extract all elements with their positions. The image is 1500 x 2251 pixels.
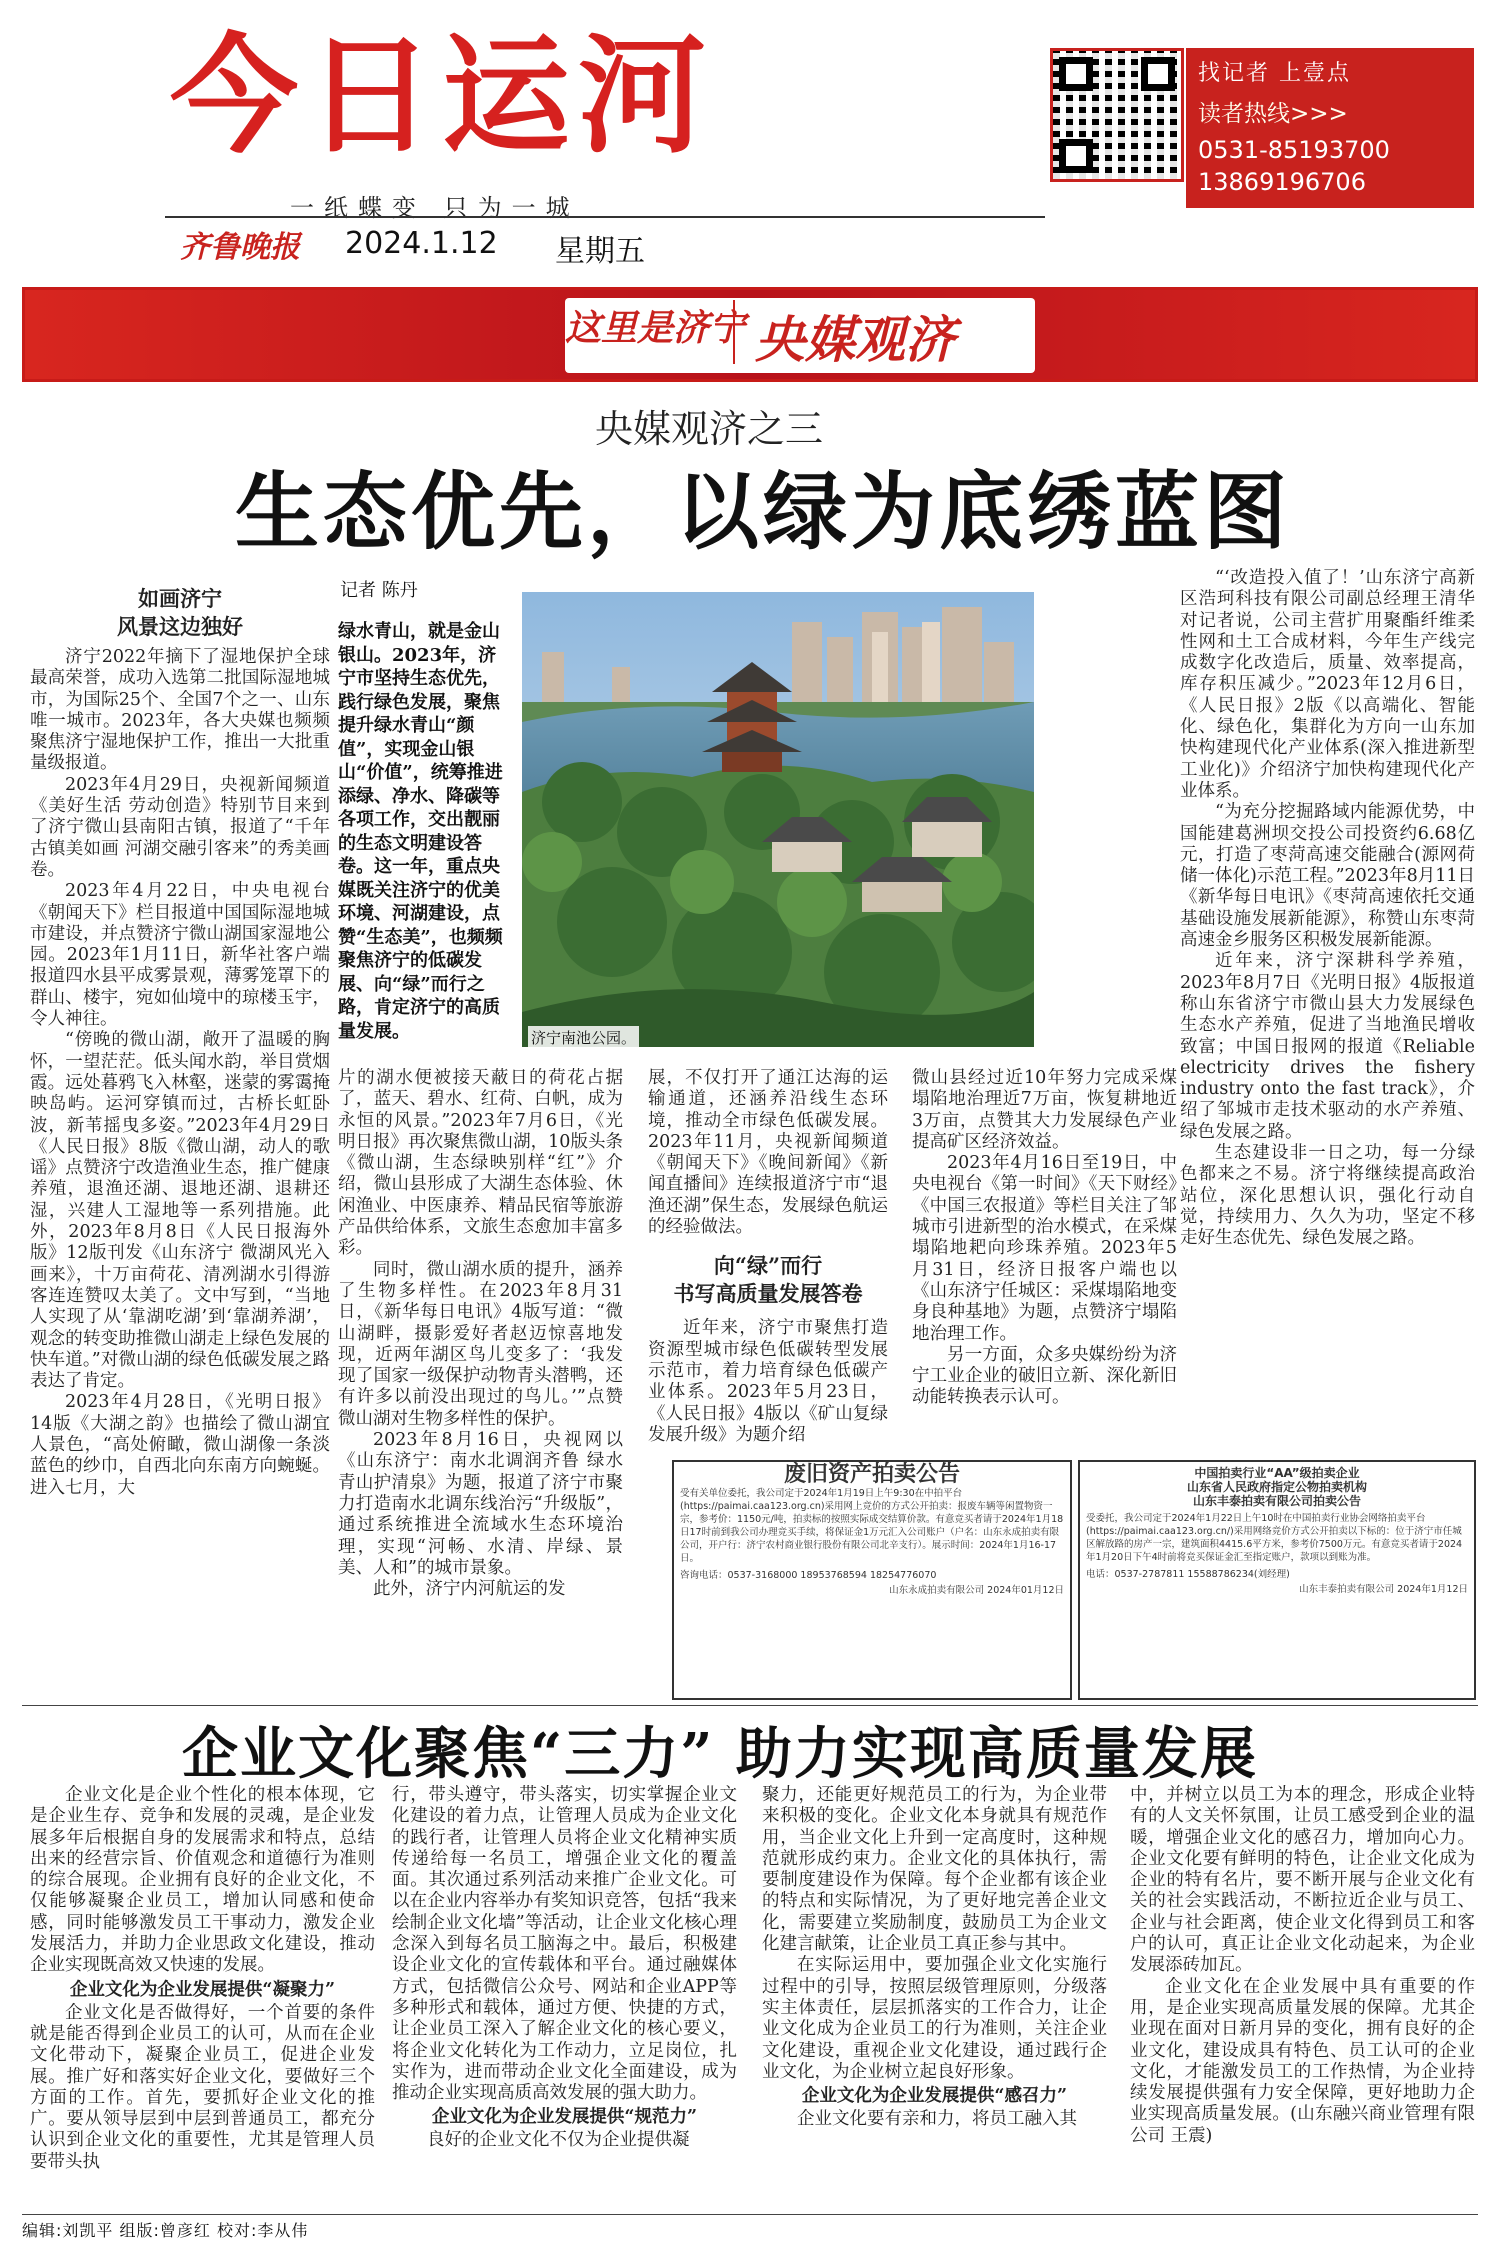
- paragraph: 2023年8月16日，央视网以《山东济宁：南水北调润齐鲁 绿水青山护清泉》为题，报道了济宁市聚力打造南水北调东线治污“升级版”，通过系统推进全流域水生态环境治理，实现“河畅、水清、岸绿、景美、人和”的城市景象。: [338, 1430, 623, 1578]
- banner-left-title: 这里是济宁: [565, 307, 746, 349]
- paragraph: 近年来，济宁深耕科学养殖，2023年8月7日《光明日报》4版报道称山东省济宁市微山县大力发展绿色生态水产养殖，促进了当地渔民增收致富；中国日报网的报道《Reliable electricity drives the fishery industry onto the fast track》，介绍了邹城市走技术驱动的水产养殖、绿色发展之路。: [1180, 951, 1475, 1142]
- hotline-label: 读者热线>>>: [1198, 101, 1348, 127]
- article2-column-2: [392, 1785, 737, 2213]
- page-credits: 编辑:刘凯平 组版:曾彦红 校对:李从伟: [22, 2221, 309, 2240]
- paragraph: 2023年4月29日，央视新闻频道《美好生活 劳动创造》特别节目来到了济宁微山县南阳古镇，报道了“千年古镇美如画 河湖交融引客来”的秀美画卷。: [30, 774, 330, 880]
- auction-notice-2: [1078, 1460, 1476, 1700]
- article2-column-1: [30, 1785, 375, 2213]
- paragraph: 展，不仅打开了通江达海的运输通道，还涵养沿线生态环境，推动全市绿色低碳发展。2023年11月，央视新闻频道《朝闻天下》《晚间新闻》《新闻直播间》连续报道济宁市“退渔还湖”保生态，发展绿色航运的经验做法。: [648, 1068, 888, 1238]
- section-rule: [22, 1705, 1478, 1706]
- paragraph: 2023年4月22日，中央电视台《朝闻天下》栏目报道中国国际湿地城市建设，并点赞济宁微山湖国家湿地公园。2023年1月11日，新华社客户端报道四水县平成雾景观，薄雾笼罩下的群山、楼宇，宛如仙境中的琼楼玉宇，令人神往。: [30, 881, 330, 1030]
- paragraph: 另一方面，众多央媒纷纷为济宁工业企业的破旧立新、深化新旧动能转换表示认可。: [912, 1344, 1177, 1408]
- column-3-subhead: [648, 1252, 888, 1308]
- footer-rule: [22, 2214, 1478, 2215]
- paragraph: 企业文化是否做得好，一个首要的条件就是能否得到企业员工的认可，从而在企业文化带动下，凝聚企业员工，促进企业发展。推广好和落实好企业文化，要做好三个方面的工作。首先，要抓好企业文化的推广。要从领导层到中层到普通员工，都充分认识到企业文化的重要性，尤其是管理人员要带头执: [30, 2002, 375, 2172]
- paragraph: 此外，济宁内河航运的发: [373, 1579, 566, 1600]
- article-lead: 绿水青山，就是金山银山。2023年，济宁市坚持生态优先，践行绿色发展，聚焦提升绿水青山“颜值”，实现金山银山“价值”，统筹推进添绿、净水、降碳等各项工作，交出靓丽的生态文明建设答卷。这一年，重点央媒既关注济宁的优美环境、河湖建设，点赞“生态美”，也频频聚焦济宁的低碳发展、向“绿”而行之路，肯定济宁的高质量发展。: [338, 621, 503, 1042]
- ad-title: 废旧资产拍卖公告: [783, 1461, 960, 1487]
- paragraph: 中，并树立以员工为本的理念，形成企业特有的人文关怀氛围，让员工感受到企业的温暖，增强企业文化的感召力，增加向心力。企业文化要有鲜明的特色，让企业文化成为企业的特有名片，要不断开展与企业文化有关的社会实践活动，不断拉近企业与员工、企业与社会距离，使企业文化得到员工和客户的认可，真正让企业文化动起来，为企业发展添砖加瓦。: [1130, 1785, 1475, 1976]
- article2-headline: 企业文化聚焦“三力” 助力实现高质量发展: [182, 1721, 1258, 1787]
- subhead-line: 书写高质量发展答卷: [673, 1281, 863, 1307]
- paragraph: “‘改造投入值了！’山东济宁高新区浩珂科技有限公司副总经理王清华对记者说，公司主营扩用聚酯纤维柔性网和土工合成材料，今年生产线完成数字化改造后，质量、效率提高，库存积压减少。”2023年12月6日，《人民日报》2版《以高端化、智能化、绿色化，集群化为方向一山东加快构建现代化产业体系(深入推进新型工业化)》介绍济宁加快构建现代化产业体系。: [1180, 568, 1475, 801]
- paragraph: “傍晚的微山湖，敞开了温暖的胸怀，一望茫茫。低头闻水韵，举目赏烟霞。远处暮鸦飞入林壑，迷蒙的雾霭掩映岛屿。运河穿镇而过，古桥长虹卧波，新苇摇曳多姿。”2023年4月29日《人民日报》8版《微山湖，动人的歌谣》点赞济宁改造渔业生态，推广健康养殖，退渔还湖、退地还湖、退耕还湿，兴建人工湿地等一系列措施。此外，2023年8月8日《人民日报海外版》12版刊发《山东济宁 微湖风光入画来》，十万亩荷花、清冽湖水引得游客连连赞叹太美了。文中写到，“当地人实现了从‘靠湖吃湖’到‘靠湖养湖’，观念的转变助推微山湖走上绿色发展的快车道。”对微山湖的绿色低碳发展之路表达了肯定。: [30, 1030, 330, 1392]
- masthead-slogan: 一纸蝶变 只为一城: [290, 194, 580, 222]
- paragraph: 行，带头遵守，带头落实，切实掌握企业文化建设的着力点，让管理人员成为企业文化的践行者，让管理人员将企业文化精神实质传递给每一名员工，增强企业文化的覆盖面。其次通过系列活动来推广企业文化。可以在企业内容举办有奖知识竞答，包括“我来绘制企业文化墙”等活动，让企业文化核心理念深入到每名员工脑海之中。最后，积极建设企业文化的宣传载体和平台。通过融媒体方式，包括微信公众号、网站和企业APP等多种形式和载体，通过方便、快捷的方式，让企业员工深入了解企业文化的核心要义，将企业文化转化为工作动力，立足岗位，扎实作为，进而带动企业文化全面建设，成为推动企业实现高质高效发展的强大助力。: [392, 1785, 737, 2104]
- article2-subhead-2: 企业文化为企业发展提供“规范力”: [431, 2107, 698, 2128]
- ad-rating: 中国拍卖行业“AA”级拍卖企业: [1194, 1466, 1360, 1480]
- paragraph: 近年来，济宁市聚焦打造资源型城市绿色低碳转型发展示范市，着力培育绿色低碳产业体系。2023年5月23日，《人民日报》4版以《矿山复绿 发展升级》为题介绍: [648, 1318, 888, 1445]
- banner-divider: [733, 300, 735, 364]
- auction-notice-1: [672, 1460, 1072, 1700]
- qr-code[interactable]: [1050, 48, 1184, 182]
- photo-caption: 济宁南池公园。: [528, 1026, 639, 1049]
- ad-subtitle: 山东省人民政府指定公物拍卖机构: [1186, 1480, 1367, 1494]
- subhead-line: 风景这边独好: [117, 614, 243, 639]
- paper-logo: 齐鲁晚报: [180, 230, 300, 265]
- reporter-byline: 记者 陈丹: [340, 580, 418, 601]
- paragraph: 微山县经过近10年努力完成采煤塌陷地治理近7万亩，恢复耕地近3万亩，点赞其大力发展绿色产业提高矿区经济效益。: [912, 1068, 1177, 1152]
- paragraph: 聚力，还能更好规范员工的行为，为企业带来积极的变化。企业文化本身就具有规范作用，当企业文化上升到一定高度时，这种规范就形成约束力。企业文化的具体执行，需要制度建设作为保障。每个企业都有该企业的特点和实际情况，为了更好地完善企业文化，需要建立奖励制度，鼓励员工为企业文化建言献策，让企业员工真正参与其中。: [762, 1785, 1107, 1955]
- article-column-4: [912, 1068, 1177, 1453]
- masthead-rule: [165, 216, 1045, 218]
- paragraph: 企业文化要有亲和力，将员工融入其: [797, 2109, 1077, 2130]
- paragraph: 良好的企业文化不仅为企业提供凝: [427, 2130, 690, 2151]
- banner-right-title: 央媒观济: [755, 310, 955, 369]
- article-column-1: [30, 585, 330, 1499]
- ad-body: 受委托，我公司定于2024年1月22日上午10时在中国拍卖行业协会网络拍卖平台(https://paimai.caa123.org.cn/)采用网络竞价方式公开拍卖以下标的：位于济宁市任城区解放路的房产一宗，建筑面积4415.6平方米，参考价7500万元。有意竞买者请于2024年1月20日下午4时前将竞买保证金汇至指定账户，款项以到账为准。: [1086, 1513, 1463, 1563]
- paragraph: 企业文化在企业发展中具有重要的作用，是企业实现高质量发展的保障。尤其企业现在面对日新月异的变化，拥有良好的企业文化，建设成具有特色、员工认可的企业文化，才能激发员工的工作热情，为企业持续发展提供强有力安全保障，更好地助力企业实现高质量发展。(山东融兴商业管理有限公司 王震): [1130, 1976, 1475, 2146]
- ad-signature: 山东永成拍卖有限公司 2024年01月12日: [889, 1585, 1064, 1596]
- south-lake-park-photo: [522, 592, 1034, 1047]
- ad-contact: 咨询电话：0537-3168000 18953768594 18254776070: [680, 1570, 937, 1581]
- article2-column-4: [1130, 1785, 1475, 2213]
- ad-company: 山东丰泰拍卖有限公司拍卖公告: [1192, 1494, 1361, 1508]
- hotline-phone-2[interactable]: 13869196706: [1198, 168, 1366, 196]
- article2-column-3: [762, 1785, 1107, 2213]
- paragraph: 生态建设非一日之功，每一分绿色都来之不易。济宁将继续提高政治站位，深化思想认识，强化行动自觉，持续用力、久久为功，坚定不移走好生态优先、绿色发展之路。: [1180, 1143, 1475, 1249]
- paragraph: 同时，微山湖水质的提升，涵养了生物多样性。在2023年8月31日，《新华每日电讯》4版写道：“微山湖畔，摄影爱好者赵迈惊喜地发现，近两年湖区鸟儿变多了：‘我发现了国家一级保护动物青头潜鸭，还有许多以前没出现过的鸟儿。’”点赞微山湖对生物多样性的保护。: [338, 1259, 623, 1429]
- hotline-phone-1[interactable]: 0531-85193700: [1198, 136, 1390, 164]
- ad-signature: 山东丰泰拍卖有限公司 2024年1月12日: [1299, 1584, 1468, 1595]
- paragraph: “为充分挖掘路域内能源优势，中国能建葛洲坝交投公司投资约6.68亿元，打造了枣菏高速交能融合(源网荷储一体化)示范工程。”2023年8月11日《新华每日电讯》《枣菏高速依托交通基础设施发展新能源》，称赞山东枣菏高速金乡服务区积极发展新能源。: [1180, 802, 1475, 951]
- column-1-subhead: [30, 585, 330, 641]
- issue-weekday: 星期五: [555, 234, 645, 269]
- hotline-slogan: 找记者 上壹点: [1198, 61, 1351, 86]
- ad-body: 受有关单位委托，我公司定于2024年1月19日上午9:30在中拍平台(https://paimai.caa123.org.cn)采用网上竞价的方式公开拍卖：报废车辆等闲置物资一宗，参考价：1150元/吨，拍卖标的按照实际成交结算价款。有意竞买者请于2024年1月18日17时前到我公司办理竞买手续，将保证金1万元汇入公司账户（户名：山东永成拍卖有限公司，开户行：济宁农村商业银行股份有限公司北辛支行）。展示时间：2024年1月16-17日。: [680, 1488, 1064, 1564]
- article2-subhead-1: 企业文化为企业发展提供“凝聚力”: [69, 1979, 336, 2000]
- article-column-3: [648, 1068, 888, 1453]
- article-column-2: [338, 1068, 623, 1718]
- paragraph: 2023年4月28日，《光明日报》14版《大湖之韵》也描绘了微山湖宜人景色，“高处俯瞰，微山湖像一条淡蓝色的纱巾，自西北向东南方向蜿蜒。进入七月，大: [30, 1392, 330, 1498]
- article-kicker: 央媒观济之三: [595, 407, 824, 451]
- reader-hotline-box: [1186, 48, 1474, 208]
- issue-date: 2024.1.12: [345, 226, 498, 261]
- masthead-title: 今日运河: [170, 22, 715, 171]
- paragraph: 济宁2022年摘下了湿地保护全球最高荣誉，成功入选第二批国际湿地城市，为国际25个、全国7个之一、山东唯一城市。2023年，各大央媒也频频聚焦济宁湿地保护工作，推出一大批重量级报道。: [30, 647, 330, 774]
- paragraph: 在实际运用中，要加强企业文化实施行过程中的引导，按照层级管理原则，分级落实主体责任，层层抓落实的工作合力，让企业文化成为企业员工的行为准则，关注企业文化建设，重视企业文化建设，通过践行企业文化，为企业树立起良好形象。: [762, 1955, 1107, 2082]
- section-banner: [22, 287, 1478, 382]
- article-headline: 生态优先，以绿为底绣蓝图: [235, 462, 1292, 561]
- paragraph: 片的湖水便被接天蔽日的荷花占据了，蓝天、碧水、红荷、白帆，成为永恒的风景。”2023年7月6日，《光明日报》再次聚焦微山湖，10版头条《微山湖，生态绿映别样“红”》介绍，微山县形成了大湖生态体验、休闲渔业、中医康养、精品民宿等旅游产品供给体系，文旅生态愈加丰富多彩。: [338, 1068, 623, 1259]
- ad-contact: 电话：0537-2787811 15588786234(刘经理): [1086, 1569, 1290, 1580]
- paragraph: 企业文化是企业个性化的根本体现，它是企业生存、竞争和发展的灵魂，是企业发展多年后根据自身的发展需求和特点，总结出来的经营宗旨、价值观念和道德行为准则的综合展现。企业拥有良好的企业文化，不仅能够凝聚企业员工，增加认同感和使命感，同时能够激发员工干事动力，激发企业发展活力，并助力企业思政文化建设，推动企业实现既高效又快速的发展。: [30, 1785, 375, 1976]
- subhead-line: 如画济宁: [138, 586, 222, 611]
- subhead-line: 向“绿”而行: [713, 1253, 823, 1279]
- paragraph: 2023年4月16日至19日，中央电视台《第一时间》《天下财经》《中国三农报道》等栏目关注了邹城市引进新型的治水模式，在采煤塌陷地耙向珍珠养殖。2023年5月31日，经济日报客户端也以《山东济宁任城区：采煤塌陷地变身良种基地》为题，点赞济宁塌陷地治理工作。: [912, 1153, 1177, 1344]
- article2-subhead-3: 企业文化为企业发展提供“感召力”: [801, 2086, 1068, 2107]
